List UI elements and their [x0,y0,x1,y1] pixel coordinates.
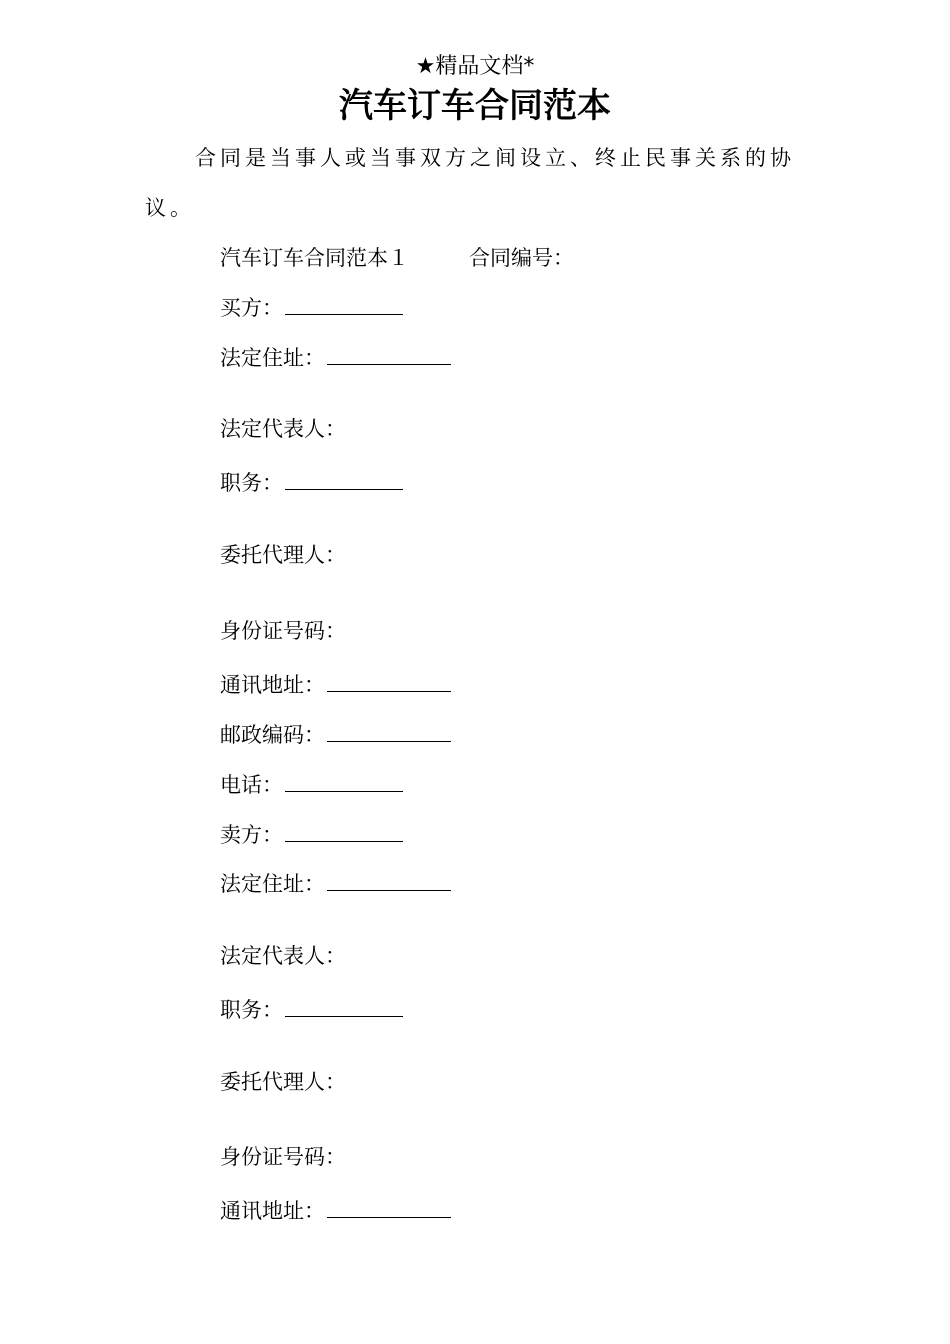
field-seller-address [220,869,451,899]
field-label: 法定代表人： [220,944,346,968]
fill-in-blank [327,344,451,365]
field-label: 身份证号码： [220,619,346,643]
field-label: 卖方： [220,823,283,847]
field-buyer [220,293,403,323]
field-label: 通讯地址： [220,673,325,697]
field-buyer-postcode [220,720,451,750]
field-seller-legal-rep [220,941,346,971]
fill-in-blank [327,870,451,891]
field-label: 委托代理人： [220,1070,346,1094]
field-buyer-agent [220,540,346,570]
contract-heading-row [220,243,574,273]
field-label: 身份证号码： [220,1145,346,1169]
field-buyer-phone [220,770,403,800]
field-label: 法定代表人： [220,417,346,441]
field-seller-position [220,995,403,1025]
document-header-mark: ★精品文档* [415,54,535,79]
field-seller-mailing-address [220,1196,451,1226]
contract-heading: 汽车订车合同范本１ [220,246,409,270]
field-buyer-address [220,343,451,373]
fill-in-blank [327,671,451,692]
fill-in-blank [327,1197,451,1218]
field-buyer-position [220,468,403,498]
field-label: 买方： [220,296,283,320]
contract-number-label: 合同编号： [469,246,574,270]
field-buyer-id-number [220,616,346,646]
fill-in-blank [285,821,403,842]
document-title: 汽车订车合同范本 [339,86,611,126]
fill-in-blank [285,469,403,490]
fill-in-blank [285,294,403,315]
field-label: 邮政编码： [220,723,325,747]
field-label: 职务： [220,998,283,1022]
field-buyer-mailing-address [220,670,451,700]
field-label: 委托代理人： [220,543,346,567]
fill-in-blank [285,771,403,792]
field-seller-agent [220,1067,346,1097]
field-seller [220,820,403,850]
field-seller-id-number [220,1142,346,1172]
fill-in-blank [285,996,403,1017]
field-label: 法定住址： [220,872,325,896]
intro-line-1: 合同是当事人或当事双方之间设立、终止民事关系的协 [195,146,795,170]
fill-in-blank [327,721,451,742]
intro-line-2: 议。 [145,196,195,220]
field-label: 电话： [220,773,283,797]
field-label: 法定住址： [220,346,325,370]
field-label: 通讯地址： [220,1199,325,1223]
field-label: 职务： [220,471,283,495]
field-buyer-legal-rep [220,414,346,444]
